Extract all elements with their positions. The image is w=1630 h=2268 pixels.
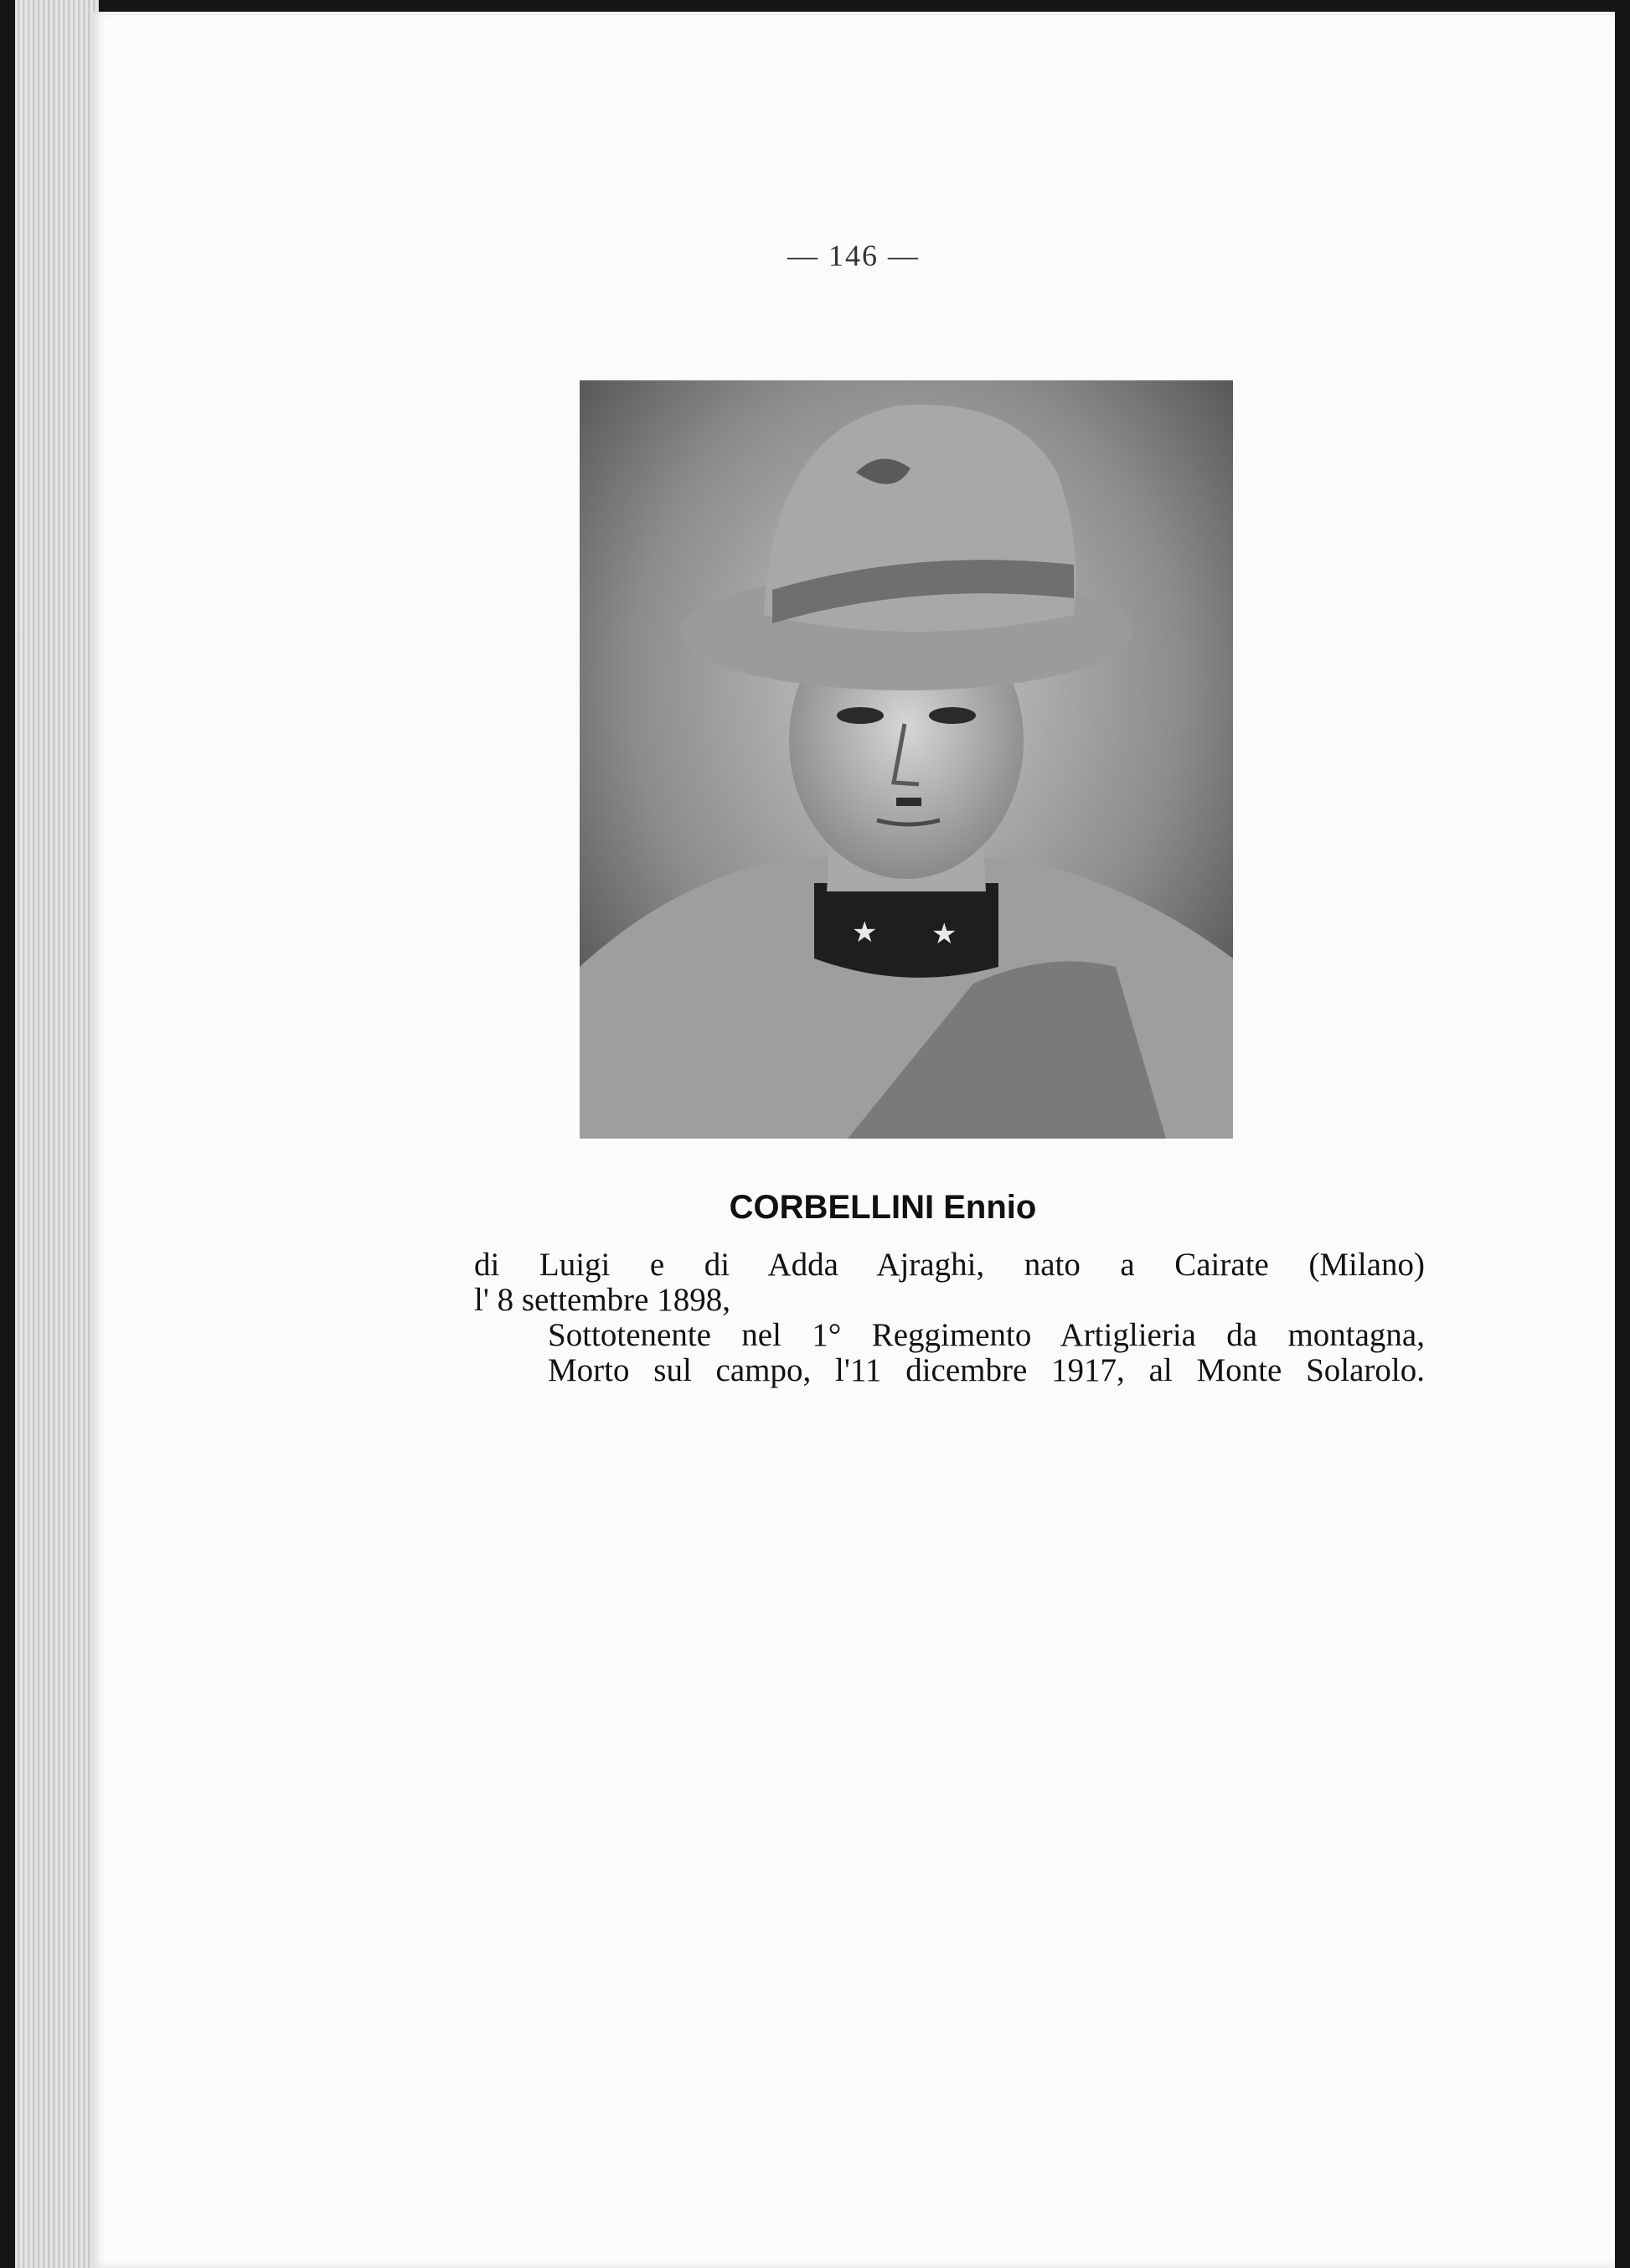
page-number: — 146 — — [787, 239, 920, 272]
svg-text:★: ★ — [852, 916, 878, 949]
book-page-edges — [15, 0, 99, 2268]
portrait-photo — [580, 380, 1233, 1139]
bio-line-2: l' 8 settembre 1898, — [474, 1282, 730, 1318]
portrait-illustration — [580, 380, 1233, 1139]
book-page — [92, 12, 1615, 2268]
biography-text — [474, 1248, 1425, 1388]
bio-line-3: Sottotenente nel 1° Reggimento Artiglieria da montagna, — [548, 1317, 1425, 1353]
svg-text:★: ★ — [931, 917, 957, 951]
person-name-heading: CORBELLINI Ennio — [729, 1189, 1037, 1226]
bio-line-4: Morto sul campo, l'11 dicembre 1917, al Monte Solarolo. — [548, 1352, 1425, 1388]
bio-line-1: di Luigi e di Adda Ajraghi, nato a Cairate (Milano) — [474, 1247, 1425, 1283]
